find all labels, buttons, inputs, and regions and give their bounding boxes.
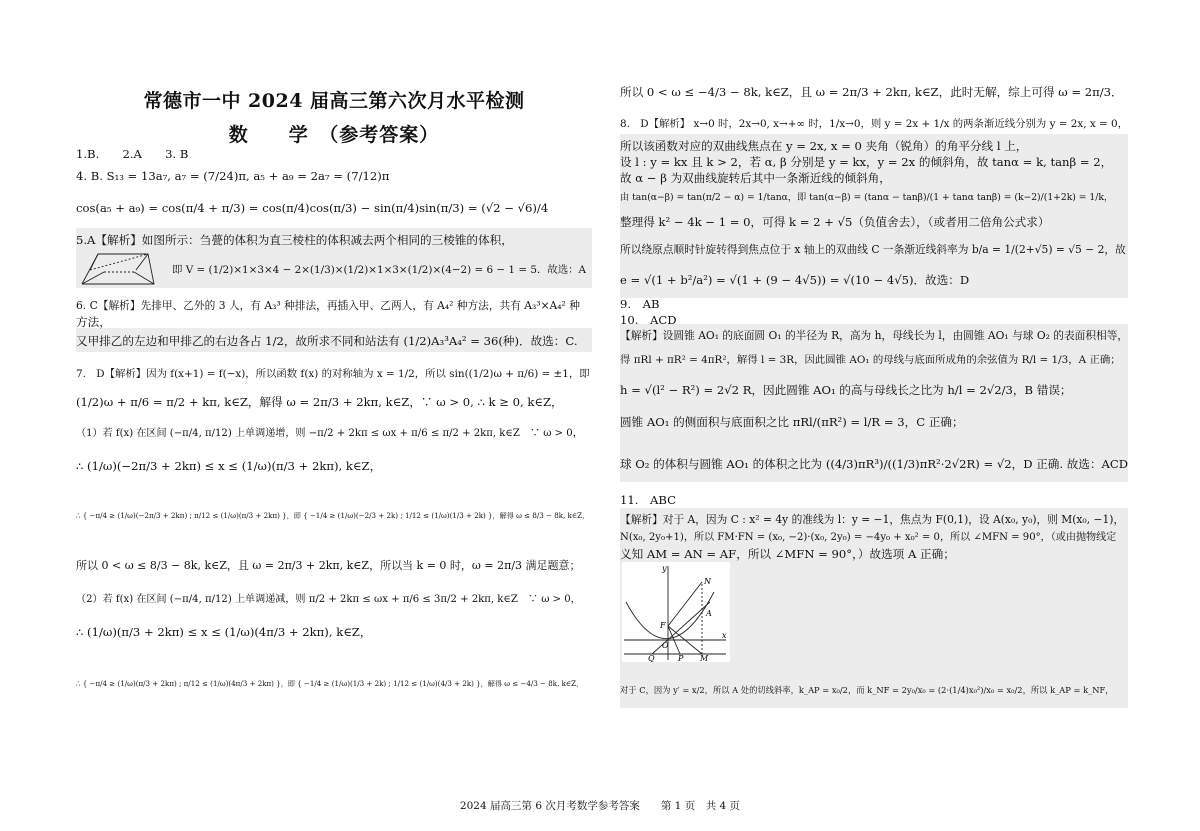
fig-label-n: N: [704, 577, 711, 586]
document-title: 常德市一中 2024 届高三第六次月水平检测: [143, 90, 525, 112]
answer-7-conclusion: 所以 0 < ω ≤ −4/3 − 8k, k∈Z，且 ω = 2π/3 + 2kπ, k∈Z，此时无解，综上可得 ω = 2π/3．: [620, 85, 1123, 99]
answer-5-line1: 5.A【解析】如图所示：刍甍的体积为直三棱柱的体积减去两个相同的三棱锥的体积，: [76, 233, 513, 247]
answer-7-line4: ∴ (1/ω)(−2π/3 + 2kπ) ≤ x ≤ (1/ω)(π/3 + 2kπ), k∈Z，: [76, 459, 382, 473]
fig-label-q: Q: [648, 654, 655, 662]
answer-10-title: 10. ACD: [620, 313, 677, 327]
page-footer: 2024 届高三第 6 次月考数学参考答案 第 1 页 共 4 页: [459, 800, 741, 812]
answer-10-line4: 圆锥 AO₁ 的侧面积与底面积之比 πRl/(πR²) = l/R = 3，C 正确；: [620, 415, 964, 429]
answer-8-line7: 所以绕原点顺时针旋转得到焦点位于 x 轴上的双曲线 C 一条渐近线斜率为 b/a = 1/(2+√5) = √5 − 2，故: [620, 243, 1126, 256]
answer-10-line3: h = √(l² − R²) = 2√2 R，因此圆锥 AO₁ 的高与母线长之比为 h/l = 2√2/3，B 错误；: [620, 383, 1072, 397]
answer-10-line2: 得 πRl + πR² = 4πR²，解得 l = 3R，因此圆锥 AO₁ 的母线与底面所成角的余弦值为 R/l = 1/3，A 正确；: [620, 354, 1121, 366]
answer-5-line2: 即 V = (1/2)×1×3×4 − 2×(1/3)×(1/2)×1×3×(1/2)×(4−2) = 6 − 1 = 5．故选：A: [172, 264, 587, 276]
answer-4-line1: 4. B. S₁₃ = 13a₇, a₇ = (7/24)π, a₅ + a₉ = 2a₇ = (7/12)π: [76, 169, 390, 183]
answer-9: 9. AB: [620, 297, 660, 311]
answer-6-line2: 方法，: [76, 315, 111, 329]
answer-8-line1: 8. D【解析】 x→0 时，2x→0, x→+∞ 时，1/x→0，则 y = 2x + 1/x 的两条渐近线分别为 y = 2x, x = 0，: [620, 118, 1129, 130]
answer-11-line2: N(x₀, 2y₀+1)，所以 FM·FN = (x₀, −2)·(x₀, 2y₀) = −4y₀ + x₀² = 0，所以 ∠MFN = 90°，（或由抛物线定: [620, 532, 1117, 543]
answer-7-line3: （1）若 f(x) 在区间 (−π/4, π/12) 上单调递增，则 −π/2 + 2kπ ≤ ωx + π/6 ≤ π/2 + 2kπ, k∈Z ∵ ω > 0，: [76, 428, 583, 439]
answer-7-line7: （2）若 f(x) 在区间 (−π/4, π/12) 上单调递减，则 π/2 + 2kπ ≤ ωx + π/6 ≤ 3π/2 + 2kπ, k∈Z ∵ ω > 0，: [76, 594, 581, 605]
answer-7-line2: (1/2)ω + π/6 = π/2 + kπ, k∈Z，解得 ω = 2π/3 + 2kπ, k∈Z，∵ ω > 0, ∴ k ≥ 0, k∈Z，: [76, 395, 563, 409]
answer-7-line9: ∴ { −π/4 ≥ (1/ω)(π/3 + 2kπ) ; π/12 ≤ (1/ω)(4π/3 + 2kπ) }，即 { −1/4 ≥ (1/ω)(1/3 + 2k) ; 1/12 ≤ (1/ω)(4/3 + 2k) }，解得 ω ≤ −4/3 − 8k, k∈Z，: [76, 679, 584, 688]
answer-8-line5: 由 tan(α−β) = tan(π/2 − α) = 1/tanα，即 tan(α−β) = (tanα − tanβ)/(1 + tanα tanβ) = (k−2)/(1+2k) = 1/k，: [620, 192, 1114, 203]
answer-8-line3: 设 l : y = kx 且 k > 2，若 α, β 分别是 y = kx，y = 2x 的倾斜角，故 tanα = k, tanβ = 2，: [620, 155, 1113, 169]
answer-8-line2: 所以该函数对应的双曲线焦点在 y = 2x, x = 0 夹角（锐角）的角平分线 l 上，: [620, 139, 1028, 153]
answer-7-line5: ∴ { −π/4 ≥ (1/ω)(−2π/3 + 2kπ) ; π/12 ≤ (1/ω)(π/3 + 2kπ) }，即 { −1/4 ≥ (1/ω)(−2/3 + 2k) ; 1/12 ≤ (1/ω)(1/3 + 2k) }，解得 ω ≤ 8/3 − 8k, k∈Z，: [76, 511, 590, 520]
answer-8-line4: 故 α − β 为双曲线旋转后其中一条渐近线的倾斜角，: [620, 171, 891, 185]
fig-label-a: A: [706, 609, 712, 618]
prism-figure: [78, 248, 158, 288]
answer-6-line3: 又甲排乙的左边和甲排乙的右边各占 1/2，故所求不同和站法有 (1/2)A₃³A₄² = 36(种)．故选：C.: [76, 334, 578, 348]
answer-11-line1: 【解析】对于 A，因为 C : x² = 4y 的准线为 l：y = −1，焦点为 F(0,1)，设 A(x₀, y₀)，则 M(x₀, −1)，: [620, 513, 1125, 526]
answer-11-line3: 义知 AM = AN = AF，所以 ∠MFN = 90°，）故选项 A 正确；: [620, 547, 955, 561]
fig-label-p: P: [678, 654, 684, 662]
answer-11-title: 11. ABC: [620, 493, 677, 507]
fig-label-y: y: [662, 564, 667, 573]
fig-label-x: x: [722, 631, 727, 640]
document-subtitle: 数 学 （参考答案）: [228, 124, 440, 146]
answer-4-line2: cos(a₅ + a₉) = cos(π/4 + π/3) = cos(π/4)cos(π/3) − sin(π/4)sin(π/3) = (√2 − √6)/4: [76, 201, 549, 215]
fig-label-o: O: [662, 641, 669, 650]
answer-7-line6: 所以 0 < ω ≤ 8/3 − 8k, k∈Z，且 ω = 2π/3 + 2kπ, k∈Z，所以当 k = 0 时，ω = 2π/3 满足题意；: [76, 559, 581, 572]
answer-7-line1: 7. D【解析】因为 f(x+1) = f(−x)，所以函数 f(x) 的对称轴为 x = 1/2，所以 sin((1/2)ω + π/6) = ±1，即: [76, 368, 590, 380]
answer-10-line5: 球 O₂ 的体积与圆锥 AO₁ 的体积之比为 ((4/3)πR³)/((1/3)πR²·2√2R) = √2，D 正确. 故选：ACD: [620, 457, 1129, 471]
fig-label-f: F: [660, 621, 666, 630]
answer-8-line6: 整理得 k² − 4k − 1 = 0，可得 k = 2 + √5（负值舍去），（或者用二倍角公式求）: [620, 215, 1050, 229]
answer-7-line8: ∴ (1/ω)(π/3 + 2kπ) ≤ x ≤ (1/ω)(4π/3 + 2kπ), k∈Z，: [76, 625, 372, 639]
answer-11-line4: 对于 C，因为 y′ = x/2，所以 A 处的切线斜率，k_AP = x₀/2，而 k_NF = 2y₀/x₀ = (2·(1/4)x₀²)/x₀ = x₀/2，所以 k_AP = k_NF，: [620, 685, 1114, 695]
answer-1-3: 1.B. 2.A 3. B: [76, 147, 189, 161]
answer-8-line8: e = √(1 + b²/a²) = √(1 + (9 − 4√5)) = √(10 − 4√5)．故选：D: [620, 273, 970, 287]
answer-10-line1: 【解析】设圆锥 AO₁ 的底面圆 O₁ 的半径为 R，高为 h，母线长为 l，由圆锥 AO₁ 与球 O₂ 的表面积相等，: [620, 329, 1129, 342]
fig-label-m: M: [700, 654, 709, 662]
answer-6-line1: 6. C【解析】先排甲、乙外的 3 人，有 A₃³ 种排法，再插入甲、乙两人，有 A₄² 种方法，共有 A₃³×A₄² 种: [76, 299, 580, 312]
parabola-figure: [622, 562, 730, 662]
